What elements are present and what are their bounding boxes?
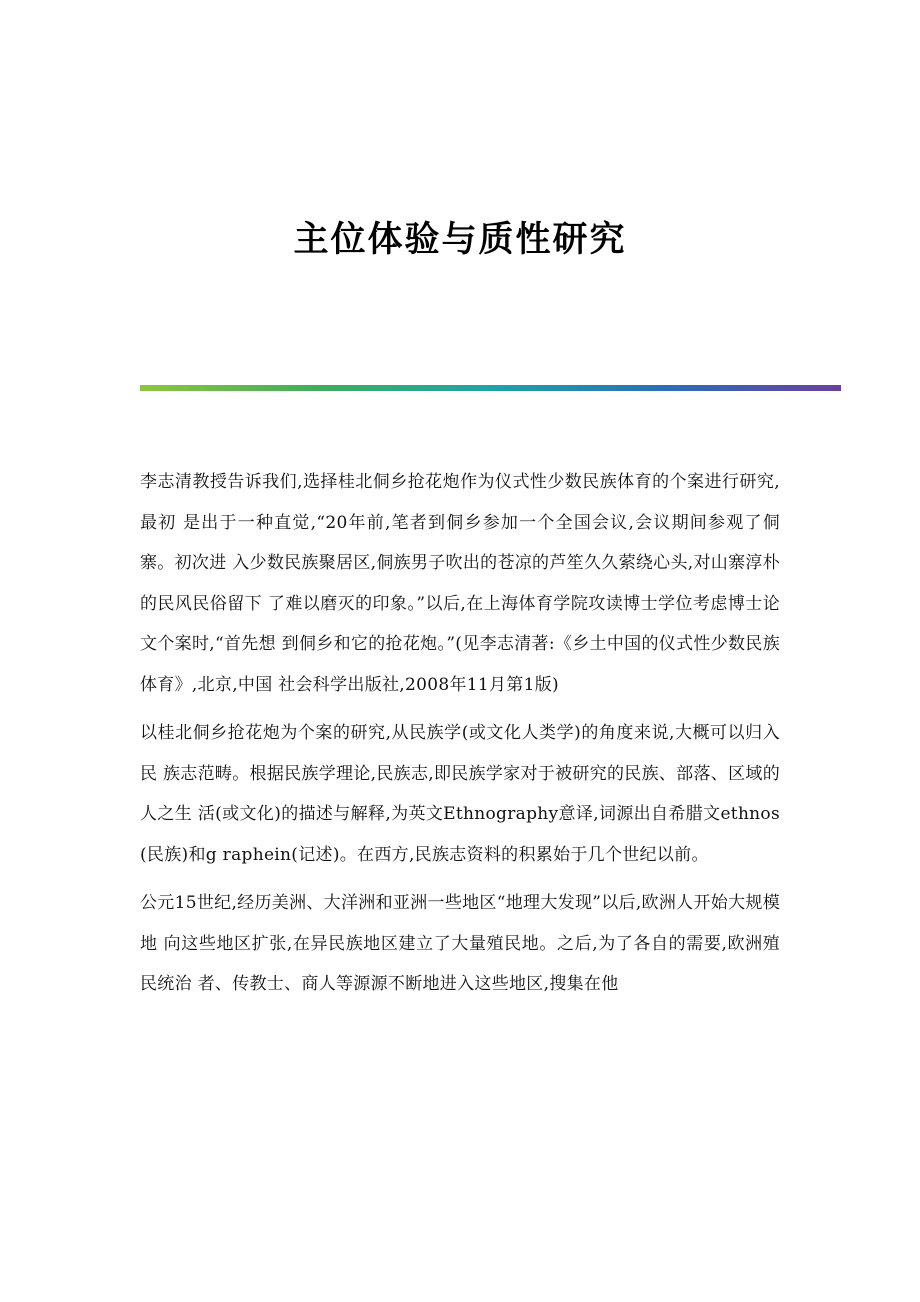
- paragraph-3: 公元15世纪,经历美洲、大洋洲和亚洲一些地区“地理大发现”以后,欧洲人开始大规模地 向这些地区扩张,在异民族地区建立了大量殖民地。之后,为了各自的需要,欧洲殖民统治 者、传教士、商人等源源不断地进入这些地区,搜集在他: [140, 893, 780, 994]
- paragraph-2: 以桂北侗乡抢花炮为个案的研究,从民族学(或文化人类学)的角度来说,大概可以归入民 族志范畴。根据民族学理论,民族志,即民族学家对于被研究的民族、部落、区域的人之生 活(或文化)的描述与解释,为英文Ethnography意译,词源出自希腊文ethnos(民族)和g raphein(记述)。在西方,民族志资料的积累始于几个世纪以前。: [140, 723, 780, 865]
- document-title: 主位体验与质性研究: [293, 220, 627, 260]
- document-body: [140, 462, 780, 1013]
- gradient-divider: [140, 385, 841, 391]
- paragraph-1: 李志清教授告诉我们,选择桂北侗乡抢花炮作为仪式性少数民族体育的个案进行研究,最初 是出于一种直觉,“20年前,笔者到侗乡参加一个全国会议,会议期间参观了侗寨。初次进 入少数民族聚居区,侗族男子吹出的苍凉的芦笙久久萦绕心头,对山寨淳朴的民风民俗留下 了难以磨灭的印象。”以后,在上海体育学院攻读博士学位考虑博士论文个案时,“首先想 到侗乡和它的抢花炮。”(见李志清著:《乡土中国的仪式性少数民族体育》,北京,中国 社会科学出版社,2008年11月第1版): [140, 472, 780, 695]
